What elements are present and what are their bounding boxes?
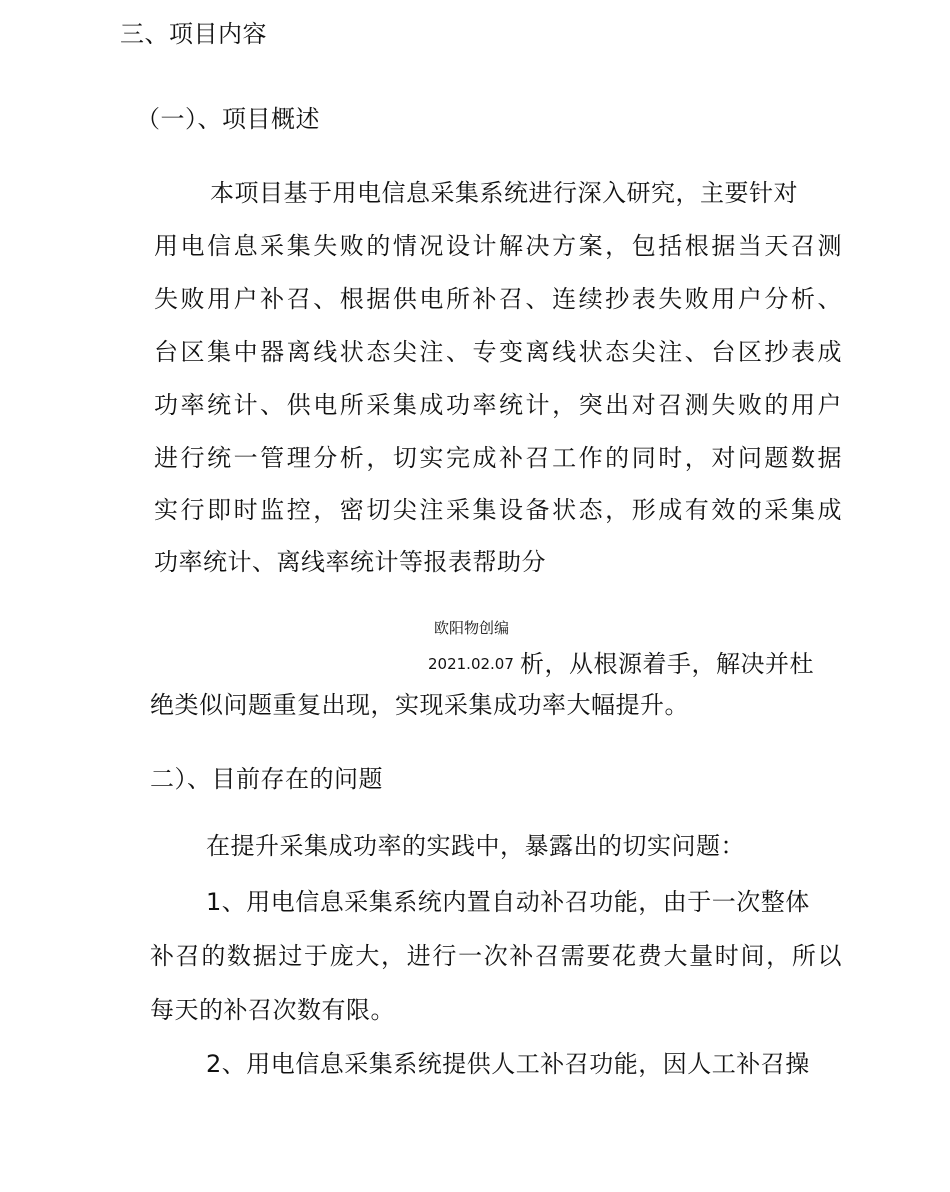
paragraph-line: 进行统一管理分析，切实完成补召工作的同时，对问题数据	[154, 444, 842, 472]
paragraph-line: 实行即时监控，密切尖注采集设备状态，形成有效的采集成	[154, 496, 842, 524]
subsection-2-title: 二）、目前存在的问题	[150, 765, 383, 793]
date-note: 2021.02.07	[428, 655, 514, 673]
paragraph-line: 析，从根源着手，解决并杜	[520, 650, 814, 678]
paragraph-line: 绝类似问题重复出现，实现采集成功率大幅提升。	[150, 691, 689, 719]
intro-line: 在提升采集成功率的实践中，暴露出的切实问题：	[206, 832, 745, 860]
subsection-1-title: （一）、项目概述	[136, 105, 320, 133]
paragraph-line: 功率统计、供电所采集成功率统计，突出对召测失败的用户	[154, 391, 842, 419]
list-item-line: 2、用电信息采集系统提供人工补召功能，因人工补召操	[206, 1050, 810, 1078]
paragraph-line: 功率统计、离线率统计等报表帮助分	[154, 548, 546, 576]
section-title: 三、项目内容	[120, 20, 267, 48]
paragraph-line: 用电信息采集失败的情况设计解决方案，包括根据当天召测	[154, 232, 842, 260]
list-item-line: 1、用电信息采集系统内置自动补召功能，由于一次整体	[206, 888, 810, 916]
paragraph-line: 失败用户补召、根据供电所补召、连续抄表失败用户分析、	[154, 285, 842, 313]
list-item-line: 每天的补召次数有限。	[150, 996, 395, 1024]
paragraph-line: 本项目基于用电信息采集系统进行深入研究，主要针对	[210, 179, 798, 207]
list-item-line: 补召的数据过于庞大，进行一次补召需要花费大量时间，所以	[150, 942, 842, 970]
author-note: 欧阳物创编	[434, 619, 510, 637]
paragraph-line: 台区集中器离线状态尖注、专变离线状态尖注、台区抄表成	[154, 338, 842, 366]
